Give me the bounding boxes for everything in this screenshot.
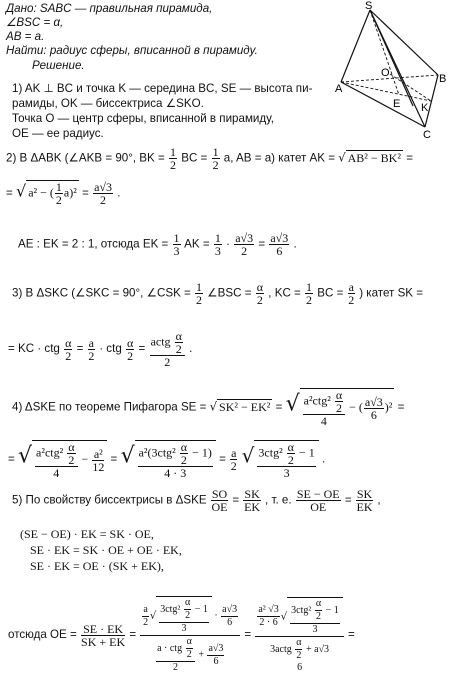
given-label: Дано: bbox=[6, 2, 37, 15]
step3-line: AE : EK = 2 : 1, отсюда EK = $\frac{1}{3}$ AK = $\frac{1}{3}$ · $\frac{a√3}{2}$ = $\frac{a√3}{6}$ . bbox=[18, 231, 297, 258]
eq-line-1: (SE − OE) · EK = SK · OE, bbox=[20, 527, 154, 541]
solution-label: Решение. bbox=[32, 59, 85, 72]
step1-line1: 1) AK ⊥ BC и точка K — середина BC, SE — высота пи- bbox=[12, 82, 313, 95]
frac-big-2: $\frac{\text{a² √3}}{2 \cdot 6}$ √ 3ctg² $\frac{\alpha}{2}$ − 1 3 3actg $\frac{\alpha}{2}$ + a√3 6 bbox=[255, 597, 343, 674]
step5-line1: 4) ΔSKE по теореме Пифагора SE = √ SK² − EK² = √ a²ctg² $\frac{\alpha}{2}$ 4 − ( $\frac{a√3}{6}$ )² = bbox=[12, 388, 405, 428]
label-o: O bbox=[381, 67, 390, 79]
median-ak bbox=[341, 82, 431, 101]
label-s: S bbox=[365, 0, 373, 12]
step1-line3: Точка O — центр сферы, вписанной в пирамиду, bbox=[12, 112, 275, 125]
frac-a-sqrt3-2: $\frac{a√3}{2}$ bbox=[94, 179, 112, 207]
step6-line1: 5) По свойству биссектрисы в ΔSKE $\frac{SO}{OE}$ = $\frac{SK}{EK}$ , т. е. $\frac{SE - OE}{OE}$ = $\frac{SK}{EK}$ , bbox=[12, 487, 381, 514]
step4-line2: = KC · ctg $\frac{\alpha}{2}$ = $\frac{a}{2}$ · ctg $\frac{\alpha}{2}$ = actg $\frac{\alpha}{2}$ 2 . bbox=[8, 329, 193, 369]
find-label: Найти: bbox=[6, 44, 47, 57]
find-text: радиус сферы, вписанной в пирамиду. bbox=[49, 44, 258, 57]
label-a: A bbox=[335, 83, 343, 95]
edge-sb bbox=[370, 10, 438, 75]
label-b: B bbox=[439, 73, 447, 85]
edge-sa bbox=[341, 10, 370, 82]
pyramid-figure bbox=[335, 0, 447, 140]
final-line: отсюда OE = $\frac{SE \cdot EK}{SK + EK}$ = $\frac{a}{2}$ √ 3ctg² $\frac{\alpha}{2}$ − 1 3 · $\frac{a√3}{6}$ a · ctg $\frac{\alpha}{2}$ 2 + $\frac{a√3}{6}$ = $\frac{\text{a² √3}}{2 \cdot 6}$ √ 3ctg² $\frac{\alpha}{2}$ − 1 3 3actg $\frac{\alpha}{2}$ + a√3 6 = bbox=[8, 597, 355, 673]
frac-big-1: $\frac{a}{2}$ √ 3ctg² $\frac{\alpha}{2}$ − 1 3 · $\frac{a√3}{6}$ a · ctg $\frac{\alpha}{2}$ 2 + $\frac{a√3}{6}$ bbox=[140, 596, 240, 674]
label-c: C bbox=[423, 129, 431, 140]
frac-half: $\frac{1}{2}$ bbox=[212, 145, 219, 172]
find-line bbox=[6, 44, 258, 58]
frac-half: $\frac{1}{2}$ bbox=[169, 145, 176, 172]
frac-se-ek: $\frac{SE \cdot EK}{SK + EK}$ bbox=[81, 621, 126, 649]
eq-line-2: SE · EK = SK · OE + OE · EK, bbox=[30, 543, 182, 557]
step2-line2: = √ a² − ( $\frac{1}{2}$ a)² = $\frac{a√3}{2}$ . bbox=[6, 179, 121, 207]
label-k: K bbox=[421, 102, 429, 114]
edge-bc bbox=[425, 75, 438, 127]
sqrt-ab-bk: AB² − BK² bbox=[347, 150, 401, 165]
step5-line2: = √ a²ctg² $\frac{\alpha}{2}$ 4 − $\frac{\text{a²}}{12}$ = √ a²(3ctg² $\frac{\alpha}{2}$ − 1) 4 · 3 = $\frac{a}{2}$ √ 3ctg² $\frac{\alpha}{2}$ − 1 3 . bbox=[8, 440, 326, 480]
label-e: E bbox=[393, 98, 401, 110]
step1-line4: OE — ее радиус. bbox=[12, 127, 104, 140]
given-side: AB = a. bbox=[6, 30, 45, 43]
eq-line-3: SE · EK = OE · (SK + EK), bbox=[30, 559, 164, 573]
step4-line1: 3) В ΔSKC (∠SKC = 90°, ∠CSK = $\frac{1}{2}$ ∠BSC = $\frac{\alpha}{2}$ , KC = $\frac{1}{2}$ BC = $\frac{a}{2}$ ) катет SK = bbox=[12, 280, 424, 307]
given-angle: ∠BSC = α, bbox=[6, 16, 64, 29]
given-line-1 bbox=[6, 2, 212, 16]
apothem-sk bbox=[370, 10, 413, 106]
height-se bbox=[370, 10, 399, 95]
given-text: SABC — правильная пирамида, bbox=[39, 2, 213, 15]
step1-line2: рамиды, OK — биссектриса ∠SKO. bbox=[12, 97, 204, 110]
step2-line1: 2) В ΔABK (∠AKB = 90°, BK = $\frac{1}{2}$ BC = $\frac{1}{2}$ a, AB = a) катет AK = √ AB² − BK² = bbox=[6, 145, 413, 172]
